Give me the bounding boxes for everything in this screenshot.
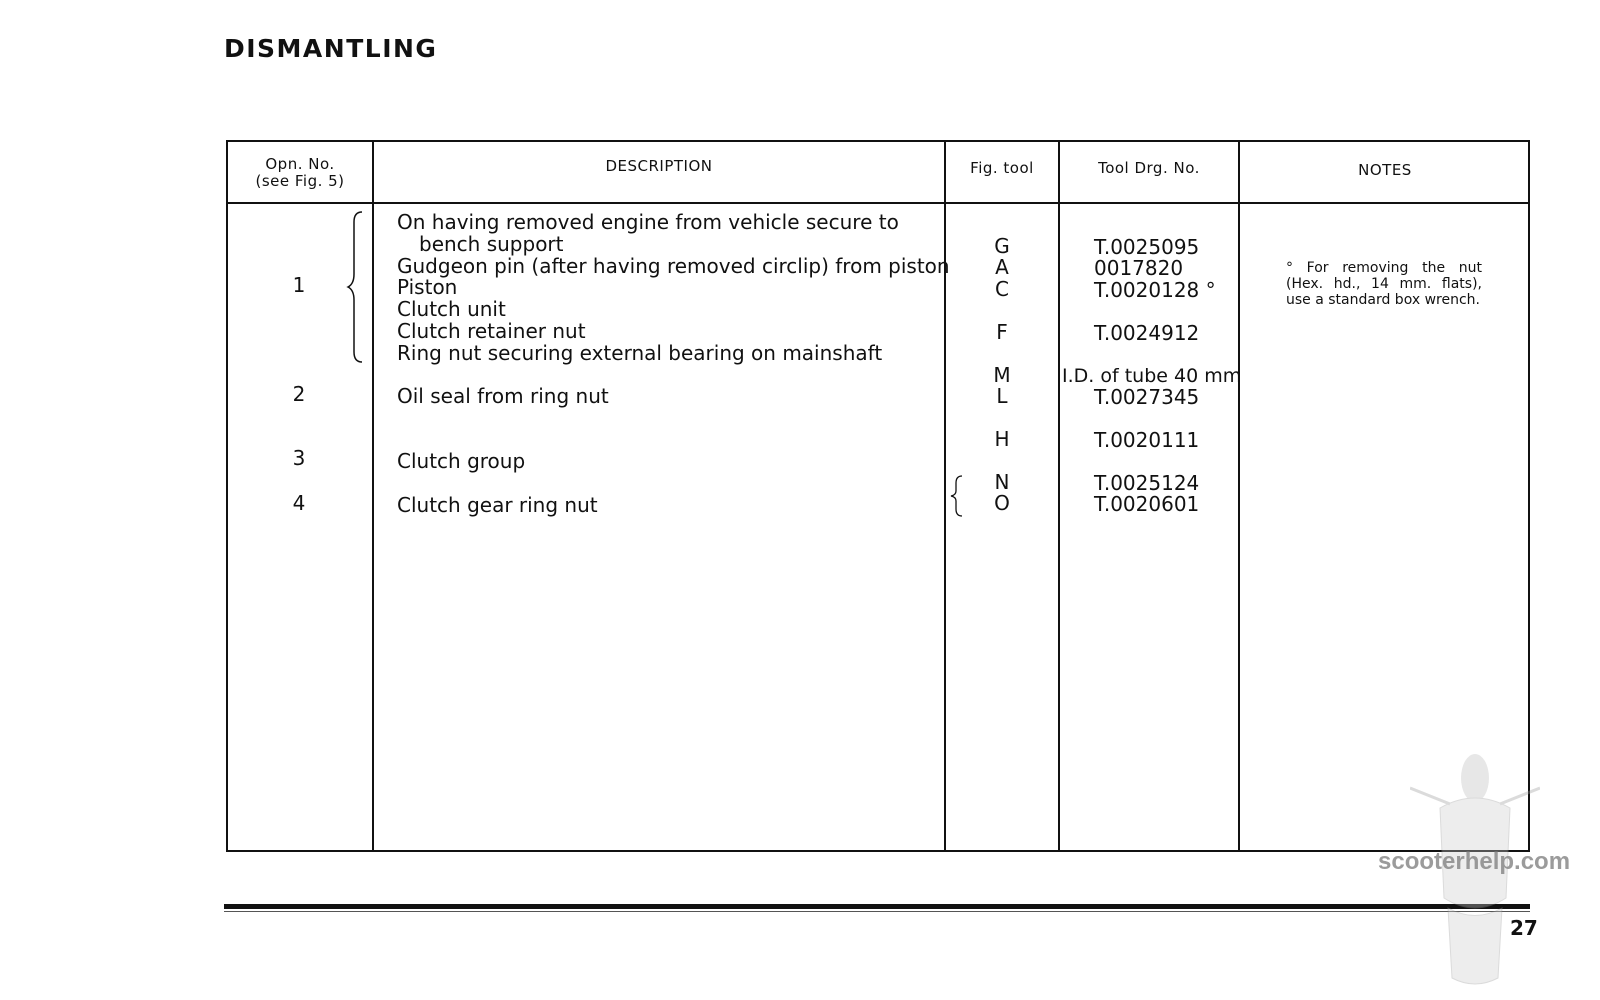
header-fig-tool: Fig. tool [970,159,1034,177]
footer-rule [224,904,1530,909]
column-divider [372,140,374,852]
opn-number: 3 [292,446,306,470]
header-opn-no-line2: (see Fig. 5) [255,172,345,190]
column-divider [1058,140,1060,852]
header-opn-no-line1: Opn. No. [265,155,335,173]
page-number: 27 [1510,916,1538,940]
tool-drg-number: T.0020601 [1094,492,1200,516]
watermark-text: scooterhelp.com [1378,848,1571,875]
header-rule [226,202,1530,204]
fig-tool-letter: L [996,384,1008,408]
description-line: Oil seal from ring nut [397,384,609,408]
description-line: Ring nut securing external bearing on mainshaft [397,341,883,365]
fig-tool-letter: C [995,277,1009,301]
tool-drg-number: 0017820 [1094,256,1184,280]
group-brace [346,210,366,364]
description-line: Piston [397,275,458,299]
description-line: Clutch unit [397,297,506,321]
header-notes: NOTES [1358,161,1412,179]
fig-tool-letter: G [994,234,1010,258]
opn-number: 4 [292,491,306,515]
fig-tool-letter: O [994,491,1010,515]
tool-drg-number: T.0020128 ° [1094,278,1216,302]
tool-drg-number: T.0020111 [1094,428,1200,452]
fig-tool-letter: H [994,427,1010,451]
description-line: Clutch gear ring nut [397,493,598,517]
notes-text: ° For removing the nut (Hex. hd., 14 mm. flats), use a standard box wrench. [1286,260,1482,308]
page-title: DISMANTLING [224,34,438,63]
tool-drg-number: T.0025095 [1094,235,1200,259]
description-line: Clutch retainer nut [397,319,586,343]
opn-number: 1 [292,273,306,297]
tool-drg-number: T.0025124 [1094,471,1200,495]
tool-brace [949,474,965,518]
header-description: DESCRIPTION [605,157,713,175]
description-line: Gudgeon pin (after having removed circlip) from piston [397,254,950,278]
column-divider [944,140,946,852]
header-opn-no [228,156,372,190]
column-divider [1238,140,1240,852]
fig-tool-letter: M [993,363,1011,387]
opn-number: 2 [292,382,306,406]
tool-drg-number: T.0024912 [1094,321,1200,345]
description-line: bench support [419,232,564,256]
fig-tool-letter: F [996,320,1008,344]
fig-tool-letter: A [995,255,1009,279]
description-line: On having removed engine from vehicle secure to [397,210,899,234]
description-line: Clutch group [397,449,526,473]
fig-tool-letter: N [994,470,1010,494]
footer-rule-thin [224,911,1530,912]
tool-drg-number: I.D. of tube 40 mm [1062,365,1242,387]
header-tool-drg-no: Tool Drg. No. [1098,159,1200,177]
tool-drg-number: T.0027345 [1094,385,1200,409]
